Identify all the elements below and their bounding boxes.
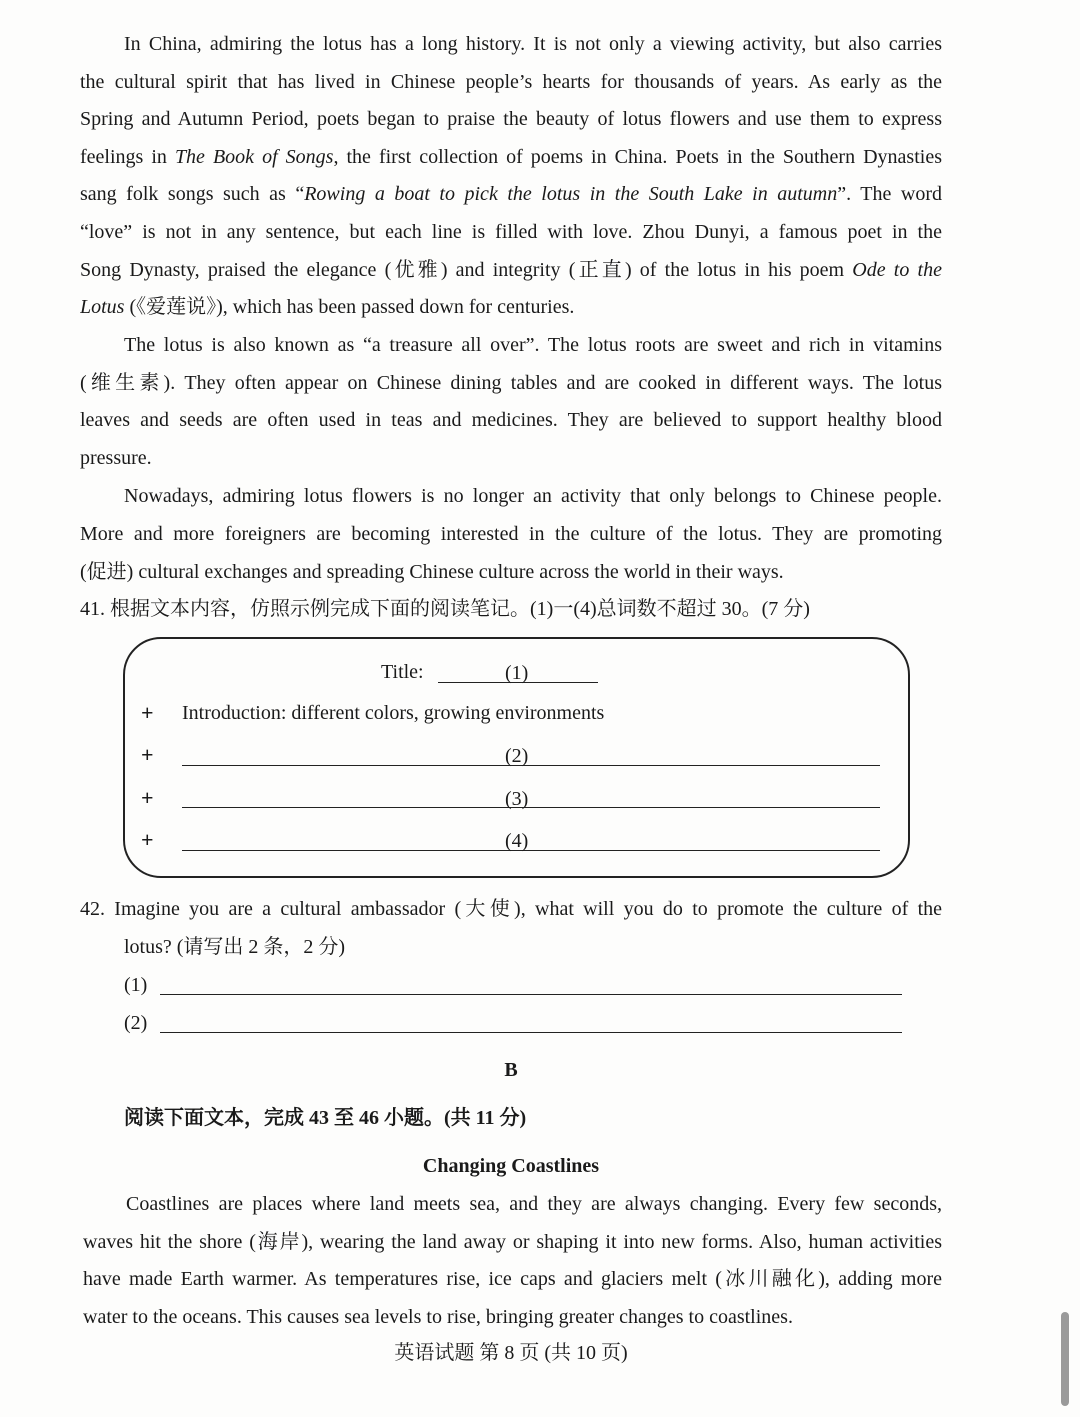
section-b-instruction: 阅读下面文本，完成 43 至 46 小题。(共 11 分) [124,1107,527,1129]
blank-1-label: (1) [505,662,529,684]
answer-2-label: (2) [124,1012,148,1034]
page-footer: 英语试题 第 8 页 (共 10 页) [394,1342,628,1364]
para2-line3: leaves and seeds are often used in teas and medicines. They are believed to support healthy blood [80,409,942,431]
blank-2-label: (2) [505,745,529,767]
passage-title: Changing Coastlines [422,1155,600,1177]
para4-line3: have made Earth warmer. As temperatures rise, ice caps and glaciers melt (冰川融化), adding more [83,1268,942,1290]
blank-3-label: (3) [505,788,529,810]
answer-1-line[interactable] [160,994,902,995]
bullet-plus-icon: + [141,700,154,725]
para4-line2: waves hit the shore (海岸), wearing the land away or shaping it into new forms. Also, human activities [83,1231,942,1253]
blank-2-line[interactable] [182,765,880,766]
para3-line2: More and more foreigners are becoming interested in the culture of the lotus. They are promoting [80,523,942,545]
para2-line1: The lotus is also known as “a treasure all over”. The lotus roots are sweet and rich in vitamins [124,334,942,356]
question-42-line2: lotus? (请写出 2 条，2 分) [124,936,346,958]
para1-line3: Spring and Autumn Period, poets began to praise the beauty of lotus flowers and use them to express [80,108,942,130]
para1-line2: the cultural spirit that has lived in Chinese people’s hearts for thousands of years. As early as the [80,71,942,93]
book-title: The Book of Songs [174,146,334,168]
blank-3-line[interactable] [182,807,880,808]
notes-title-label: Title: [381,661,424,683]
song-title: Rowing a boat to pick the lotus in the South Lake in autumn [304,183,838,205]
para1-line5: sang folk songs such as “Rowing a boat to pick the lotus in the South Lake in autumn”. The word [80,183,942,205]
bullet-plus-icon: + [141,785,154,810]
para1-line6: “love” is not in any sentence, but each line is filled with love. Zhou Dunyi, a famous poet in the [80,221,942,243]
section-b-heading: B [504,1059,518,1081]
bullet-plus-icon: + [141,742,154,767]
para4-line4: water to the oceans. This causes sea levels to rise, bringing greater changes to coastlines. [83,1306,793,1328]
para2-line4: pressure. [80,447,152,469]
para2-line2: (维生素). They often appear on Chinese dining tables and are cooked in different ways. The lotus [80,372,942,394]
poem-title: Ode to the [852,259,942,281]
para3-line1: Nowadays, admiring lotus flowers is no longer an activity that only belongs to Chinese people. [124,485,942,507]
blank-4-label: (4) [505,830,529,852]
answer-1-label: (1) [124,974,148,996]
answer-2-line[interactable] [160,1032,902,1033]
para4-line1: Coastlines are places where land meets sea, and they are always changing. Every few seconds, [126,1193,942,1215]
bullet-plus-icon: + [141,827,154,852]
question-42-line1: 42. Imagine you are a cultural ambassador (大使), what will you do to promote the culture of the [80,898,942,920]
question-41: 41. 根据文本内容，仿照示例完成下面的阅读笔记。(1)一(4)总词数不超过 30。(7 分) [80,598,810,620]
notes-introduction: Introduction: different colors, growing environments [182,702,605,724]
scrollbar-thumb[interactable] [1061,1312,1069,1406]
para1-line8: Lotus (《爱莲说》), which has been passed down for centuries. [80,296,575,318]
para1-line7: Song Dynasty, praised the elegance (优雅) and integrity (正直) of the lotus in his poem Ode to the [80,259,942,281]
para1-line4: feelings in The Book of Songs, the first collection of poems in China. Poets in the Southern Dynasties [80,146,942,168]
blank-4-line[interactable] [182,850,880,851]
para3-line3: (促进) cultural exchanges and spreading Chinese culture across the world in their ways. [80,561,784,583]
para1-line1: In China, admiring the lotus has a long history. It is not only a viewing activity, but also carries [124,33,942,55]
